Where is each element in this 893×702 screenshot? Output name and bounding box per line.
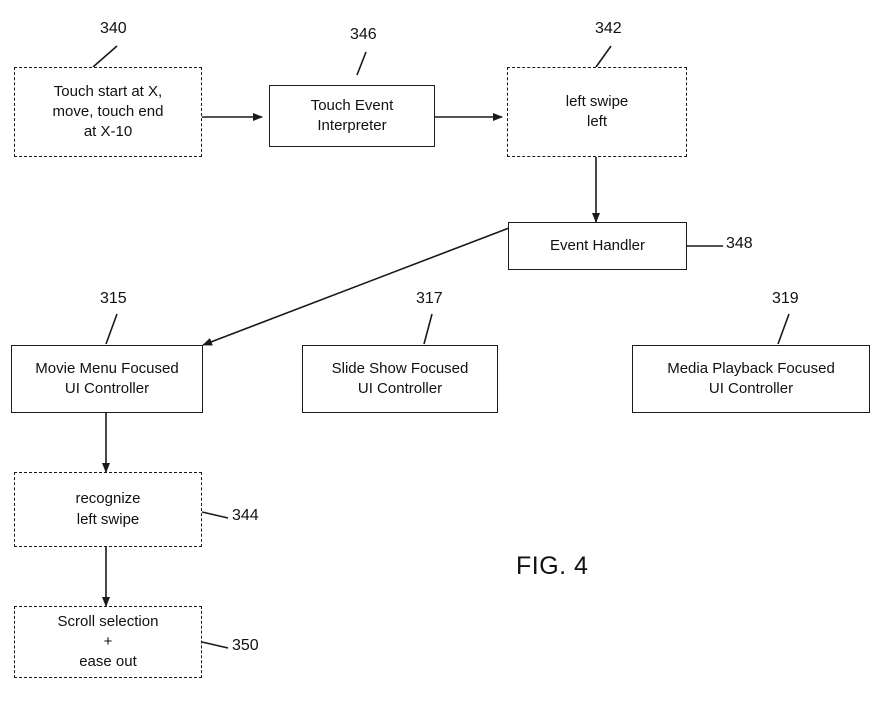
node-media-playback-focused-ui-controller-label: Media Playback Focused UI Controller <box>667 359 835 397</box>
node-scroll-selection-ease-out-label: Scroll selection + ease out <box>57 612 159 671</box>
node-touch-input-label: Touch start at X, move, touch end at X-10 <box>52 82 164 141</box>
node-movie-menu-focused-ui-controller <box>11 345 203 413</box>
node-slide-show-focused-ui-controller-label: Slide Show Focused UI Controller <box>331 359 469 397</box>
node-media-playback-focused-ui-controller <box>632 345 870 413</box>
node-touch-event-interpreter-label: Touch Event Interpreter <box>310 96 394 134</box>
ref-317: 317 <box>416 290 443 307</box>
node-left-swipe-left <box>507 67 687 157</box>
leader-317 <box>424 314 432 344</box>
ref-350: 350 <box>232 637 259 654</box>
ref-340: 340 <box>100 20 127 37</box>
ref-319: 319 <box>772 290 799 307</box>
node-event-handler <box>508 222 687 270</box>
leader-340 <box>93 46 117 67</box>
node-event-handler-label: Event Handler <box>549 236 646 254</box>
node-slide-show-focused-ui-controller <box>302 345 498 413</box>
leader-346 <box>357 52 366 75</box>
ref-344: 344 <box>232 507 259 524</box>
node-scroll-selection-ease-out <box>14 606 202 678</box>
leader-350 <box>202 642 228 648</box>
node-touch-event-interpreter <box>269 85 435 147</box>
leader-342 <box>596 46 611 67</box>
ref-348: 348 <box>726 235 753 252</box>
node-recognize-left-swipe <box>14 472 202 547</box>
node-left-swipe-left-label: left swipe left <box>565 92 629 130</box>
ref-342: 342 <box>595 20 622 37</box>
node-movie-menu-focused-ui-controller-label: Movie Menu Focused UI Controller <box>35 359 179 397</box>
ref-346: 346 <box>350 26 377 43</box>
leader-344 <box>202 512 228 518</box>
leader-319 <box>778 314 789 344</box>
ref-315: 315 <box>100 290 127 307</box>
arrow-event-handler-to-movie-menu <box>203 228 509 345</box>
leader-315 <box>106 314 117 344</box>
node-recognize-left-swipe-label: recognize left swipe <box>75 490 141 528</box>
node-touch-input <box>14 67 202 157</box>
figure-label: FIG. 4 <box>516 552 589 580</box>
